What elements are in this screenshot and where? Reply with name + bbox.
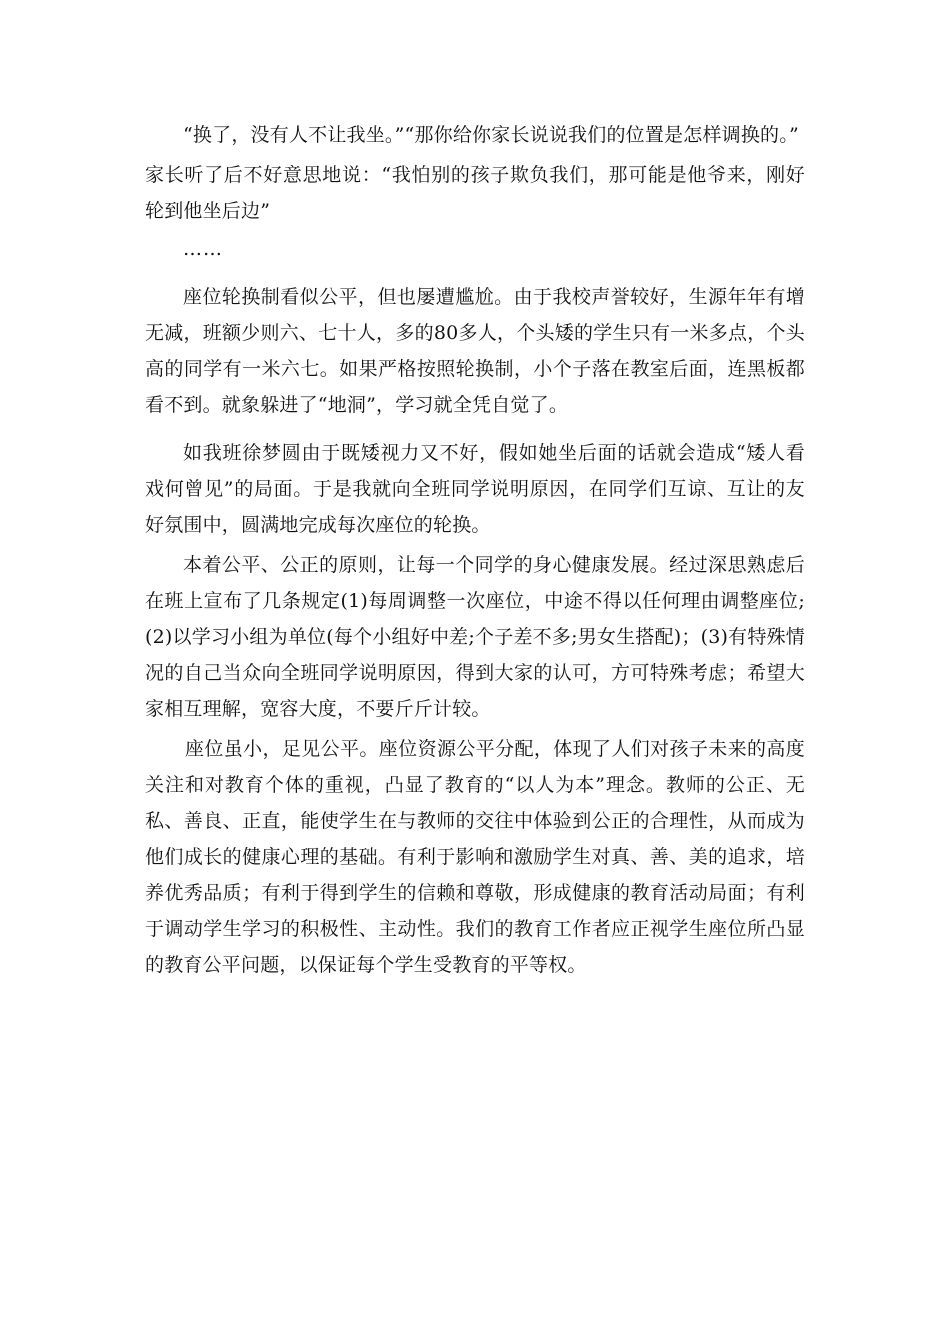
document-body — [145, 117, 805, 983]
conclusion-paragraph: 座位虽小，足见公平。座位资源公平分配，体现了人们对孩子未来的高度关注和对教育个体的重视，凸显了教育的“以人为本”理念。教师的公正、无私、善良、正直，能使学生在与教师的交往中体验到公正的合理性，从而成为他们成长的健康心理的基础。有利于影响和激励学生对真、善、美的追求，培养优秀品质；有利于得到学生的信赖和尊敬，形成健康的教育活动局面；有利于调动学生学习的积极性、主动性。我们的教育工作者应正视学生座位所凸显的教育公平问题，以保证每个学生受教育的平等权。 — [145, 738, 805, 976]
rules-paragraph: 本着公平、公正的原则，让每一个同学的身心健康发展。经过深思熟虑后在班上宣布了几条规定(1)每周调整一次座位，中途不得以任何理由调整座位;(2)以学习小组为单位(每个小组好中差;个子差不多;男女生搭配)；(3)有特殊情况的自己当众向全班同学说明原因，得到大家的认可，方可特殊考虑；希望大家相互理解，宽容大度，不要斤斤计较。 — [145, 554, 805, 720]
example-paragraph: 如我班徐梦圆由于既矮视力又不好，假如她坐后面的话就会造成“矮人看戏何曾见”的局面。于是我就向全班同学说明原因，在同学们互谅、互让的友好氛围中，圆满地完成每次座位的轮换。 — [145, 442, 805, 536]
rotation-paragraph: 座位轮换制看似公平，但也屡遭尴尬。由于我校声誉较好，生源年年有增无减，班额少则六、七十人，多的80多人，个头矮的学生只有一米多点，个头高的同学有一米六七。如果严格按照轮换制，小个子落在教室后面，连黑板都看不到。就象躲进了“地洞”，学习就全凭自觉了。 — [145, 286, 805, 416]
parent-reply-paragraph: 家长听了后不好意思地说：“我怕别的孩子欺负我们，那可能是他爷来，刚好轮到他坐后边” — [145, 164, 805, 222]
ellipsis-line: …… — [183, 238, 223, 260]
dialogue-paragraph: “换了，没有人不让我坐。”“那你给你家长说说我们的位置是怎样调换的。” — [183, 124, 799, 146]
